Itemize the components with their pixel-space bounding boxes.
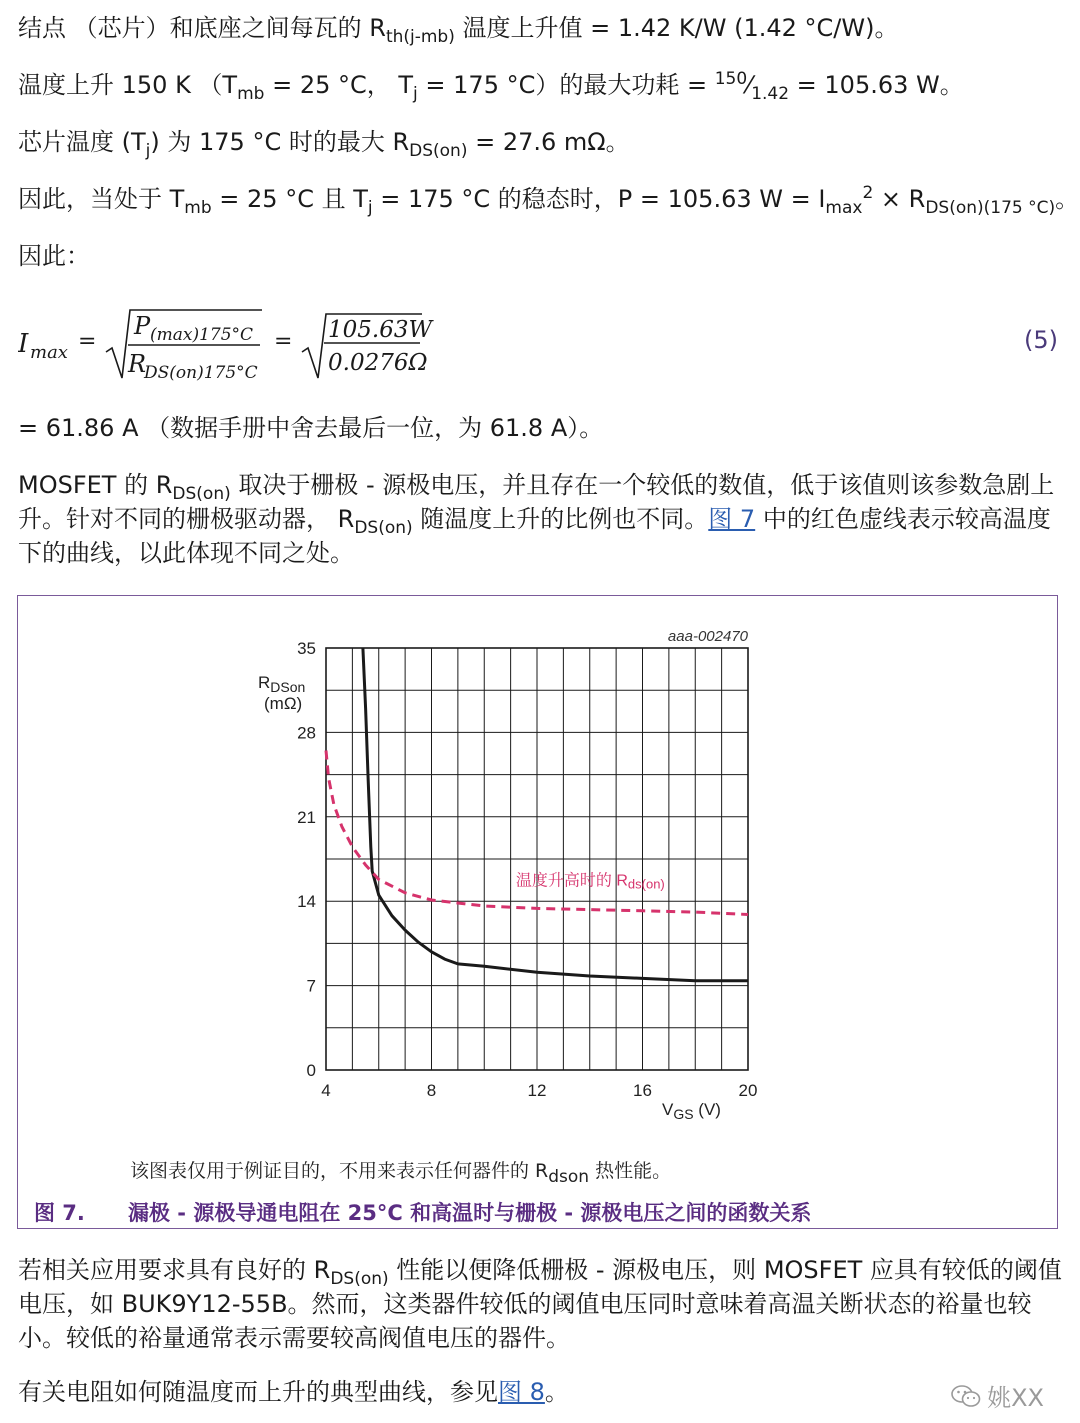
x-tick-label: 8 (426, 1081, 437, 1100)
x-tick-label: 20 (738, 1081, 758, 1100)
text-line-3: 芯片温度 $(T_j)$ 为 175 °C 时的最大 $R_{DS(on)} = 27.6$ mΩ。 (18, 128, 630, 161)
chart-figure-id: aaa-002470 (667, 628, 748, 645)
watermark-text: 姚XX (987, 1384, 1044, 1412)
paragraph-see-figure-8: 有关电阻如何随温度而上升的典型曲线，参见图 8。 (18, 1378, 569, 1406)
rdson-chart (240, 620, 800, 1130)
eq-den2: 0.0276Ω (328, 350, 428, 376)
chart-xlabel: $V_{GS}$ (V) (662, 1100, 721, 1122)
series-line-25c (363, 648, 748, 981)
x-tick-label: 16 (633, 1081, 652, 1100)
y-tick-label: 14 (297, 892, 316, 912)
eq-lhs-sub: max (30, 342, 68, 363)
eq-den1-sub: DS(on)175°C (144, 363, 258, 383)
text-line-1: 结点 （芯片）和底座之间每瓦的 $R_{th(j-mb)}$ 温度上升值 = 1.42 K/W (1.42 °C/W)。 (18, 14, 899, 47)
x-tick-label: 12 (527, 1081, 547, 1100)
y-tick-label: 21 (297, 807, 316, 827)
chart-ylabel-unit: (mΩ) (264, 694, 303, 713)
text-line-2: 温度上升 150 K （$T_{mb} = 25$ °C， $T_j = 175$ °C）的最大功耗 = $^{150}⁄_{1.42} = 105.63$ W。 (18, 69, 964, 104)
paragraph-threshold: 若相关应用要求具有良好的 $R_{DS(on)}$ 性能以便降低栅极 - 源极电压，则 MOSFET 应具有较低的阈值电压，如 BUK9Y12-55B。然而，这类器件较低的阈值电压同时意味着高温关断状态的裕量也较小。较低的裕量通常表示需要较高阀值电压的器件。 (18, 1256, 1062, 1352)
figure-note: 该图表仅用于例证目的，不用来表示任何器件的 $R_{dson}$ 热性能。 (130, 1160, 672, 1187)
eq-num1-sub: (max)175°C (150, 325, 254, 345)
y-tick-label: 35 (297, 639, 316, 658)
figure-caption (34, 1197, 811, 1227)
text-line-4: 因此，当处于 $T_{mb} = 25$ °C 且 $T_j = 175$ °C 的稳态时，P = 105.63 $W = I_{max}^2 \times R_{DS(on)(175 ^\circ C)}$。 (18, 183, 1080, 218)
chart-grid (326, 648, 748, 1070)
x-tick-label: 4 (321, 1081, 331, 1100)
y-tick-label: 28 (297, 723, 316, 743)
text-line-6: = 61.86 A （数据手册中舍去最后一位，为 61.8 A）。 (18, 414, 604, 442)
equation-number: (5) (1024, 326, 1058, 354)
figure-8-link[interactable]: 图 8 (498, 1378, 545, 1406)
text-line-5: 因此： (18, 242, 90, 270)
chart-ylabel: $R_{DSon}$ (258, 673, 306, 695)
watermark (951, 1378, 1044, 1413)
equation-5 (18, 300, 518, 390)
eq-den1: R (128, 350, 147, 378)
wechat-icon (951, 1384, 981, 1408)
figure-7-link[interactable]: 图 7 (708, 505, 756, 533)
figure-caption-text: 漏极 - 源极导通电阻在 25°C 和高温时与栅极 - 源极电压之间的函数关系 (128, 1201, 812, 1225)
eq-equals-1: = (78, 329, 97, 354)
eq-equals-2: = (274, 329, 293, 354)
eq-num2: 105.63W (328, 317, 433, 343)
paragraph-rdson: MOSFET 的 $R_{DS(on)}$ 取决于栅极 - 源极电压，并且存在一个较低的数值，低于该值则该参数急剧上升。针对不同的栅极驱动器， $R_{DS(on)}$ 随温度上升的比例也不同。图 7 中的红色虚线表示较高温度下的曲线，以此体现不同之处。 (18, 471, 1055, 567)
eq-lhs: I (18, 329, 29, 359)
figure-caption-number: 图 7. (34, 1201, 85, 1225)
y-tick-label: 7 (306, 976, 316, 996)
chart-annotation-hot: 温度升高时的 Rds(on) (515, 872, 665, 892)
y-tick-label: 0 (306, 1061, 316, 1080)
eq-num1: P (134, 312, 151, 340)
